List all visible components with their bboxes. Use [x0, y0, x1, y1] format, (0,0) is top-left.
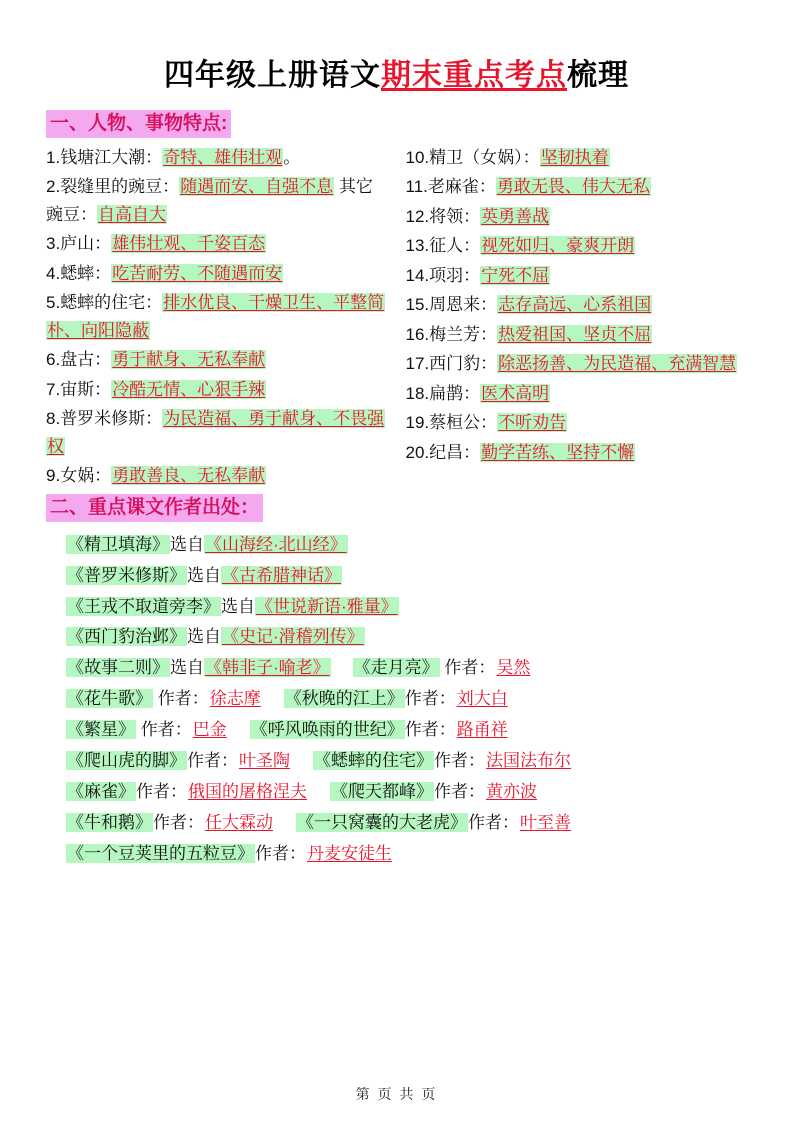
- label-text: 作者：: [136, 782, 187, 802]
- author-name: 法国法布尔: [486, 751, 571, 771]
- book-title: 《牛和鹅》: [67, 813, 152, 833]
- author-line: [46, 839, 747, 870]
- label-text: 选自: [187, 565, 221, 585]
- source-title: 《韩非子·喻老》: [205, 658, 330, 678]
- label-text: 选自: [170, 658, 204, 678]
- feature-entry: [46, 230, 388, 258]
- book-title: 《繁星》: [67, 720, 135, 740]
- feature-entry: [46, 346, 388, 374]
- entry-number: 12.: [405, 206, 430, 226]
- label-text: 作者：: [255, 844, 306, 864]
- feature-entry: [46, 260, 388, 288]
- entry-subject: 纪昌：: [429, 442, 481, 462]
- feature-entry: [406, 409, 748, 437]
- entry-number: 11.: [405, 177, 428, 197]
- book-title: 《一只窝囊的大老虎》: [297, 813, 467, 833]
- label-text: 作者：: [404, 720, 456, 740]
- entry-subject: 蟋蟀：: [60, 263, 112, 283]
- author-line: [46, 777, 747, 808]
- feature-entry: [406, 203, 748, 231]
- author-line: [46, 592, 747, 623]
- source-title: 《山海经·北山经》: [205, 534, 347, 554]
- entry-number: 4.: [46, 263, 61, 283]
- book-title: 《普罗米修斯》: [67, 565, 186, 585]
- label-text: 作者：: [439, 658, 496, 678]
- feature-entry: [406, 232, 748, 260]
- book-title: 《故事二则》: [67, 658, 169, 678]
- entry-answer: 勤学苦练、坚持不懈: [481, 442, 635, 462]
- entry-number: 13.: [405, 236, 430, 256]
- entry-answer: 冷酷无情、心狠手辣: [112, 379, 266, 399]
- entry-subject: 周恩来：: [429, 295, 498, 315]
- book-title: 《一个豆荚里的五粒豆》: [67, 844, 254, 864]
- entry-answer: 热爱祖国、坚贞不屈: [498, 324, 652, 344]
- author-line: [46, 530, 747, 561]
- book-title: 《西门豹治邺》: [67, 627, 186, 647]
- author-name: 丹麦安徒生: [307, 844, 392, 864]
- book-title: 《秋晚的江上》: [284, 689, 404, 709]
- entry-subject: 征人：: [429, 236, 481, 256]
- page-footer: 第 页 共 页: [355, 1086, 438, 1102]
- author-line: [46, 684, 747, 715]
- feature-entry: [406, 439, 748, 467]
- feature-entry: [46, 173, 388, 228]
- label-text: 作者：: [468, 813, 519, 833]
- entry-subject: 项羽：: [429, 265, 481, 285]
- entry-subject: 钱塘江大潮：: [60, 147, 163, 167]
- feature-entry: [406, 321, 748, 349]
- entry-answer: 奇特、雄伟壮观: [163, 147, 283, 167]
- label-text: 作者：: [153, 813, 204, 833]
- entry-number: 16.: [405, 324, 430, 344]
- entry-subject: 西门豹：: [429, 354, 498, 374]
- author-name: 黄亦波: [486, 782, 537, 802]
- entry-answer: 除恶扬善、为民造福、充满智慧: [498, 354, 737, 374]
- source-title: 《世说新语·雅量》: [256, 596, 398, 616]
- feature-entry: [406, 380, 748, 408]
- entry-number: 3.: [46, 234, 61, 254]
- feature-entry: [46, 405, 388, 460]
- two-column-layout: [46, 144, 747, 492]
- entry-number: 8.: [46, 409, 61, 429]
- author-name: 巴金: [192, 720, 227, 740]
- entry-answer: 视死如归、豪爽开朗: [481, 236, 635, 256]
- entry-answer: 志存高远、心系祖国: [498, 295, 652, 315]
- entry-subject: 将领：: [429, 206, 481, 226]
- author-name: 任大霖动: [205, 813, 273, 833]
- author-name: 徐志摩: [209, 689, 261, 709]
- source-title: 《古希腊神话》: [222, 565, 341, 585]
- entry-subject-secondary: 其它豌豆：: [46, 177, 373, 224]
- label-text: 作者：: [136, 720, 192, 740]
- feature-entry: [406, 350, 748, 378]
- author-name: 叶圣陶: [239, 751, 290, 771]
- entry-answer: 为民造福、勇于献身、不畏强权: [47, 409, 385, 456]
- author-name: 路甬祥: [456, 720, 508, 740]
- book-title: 《走月亮》: [353, 658, 439, 678]
- entry-number: 14.: [405, 265, 430, 285]
- author-line: [46, 561, 747, 592]
- entry-answer: 勇敢无畏、伟大无私: [496, 177, 650, 197]
- entry-subject: 蔡桓公：: [429, 413, 498, 433]
- entry-answer: 宁死不屈: [481, 265, 550, 285]
- label-text: 选自: [187, 627, 221, 647]
- author-line: [46, 653, 747, 684]
- page-title: [46, 50, 747, 94]
- book-title: 《麻雀》: [67, 782, 135, 802]
- entry-answer: 雄伟壮观、千姿百态: [112, 234, 266, 254]
- label-text: 作者：: [434, 782, 485, 802]
- book-title: 《精卫填海》: [67, 534, 169, 554]
- entry-number: 17.: [405, 354, 430, 374]
- label-text: 作者：: [187, 751, 238, 771]
- entry-number: 7.: [46, 379, 61, 399]
- book-title: 《呼风唤雨的世纪》: [250, 720, 404, 740]
- author-name: 吴然: [496, 658, 531, 678]
- feature-entry: [406, 173, 748, 201]
- entry-number: 2.: [46, 177, 61, 197]
- label-text: 作者：: [404, 689, 456, 709]
- label-text: 作者：: [434, 751, 485, 771]
- author-line: [46, 808, 747, 839]
- feature-entry: [406, 144, 748, 172]
- entry-number: 19.: [405, 413, 430, 433]
- author-name: 叶至善: [520, 813, 571, 833]
- book-title: 《爬山虎的脚》: [67, 751, 186, 771]
- entry-answer: 吃苦耐劳、不随遇而安: [112, 263, 283, 283]
- entry-subject: 普罗米修斯：: [60, 409, 163, 429]
- feature-entry: [46, 144, 388, 172]
- feature-entry: [46, 462, 388, 490]
- entry-answer: 排水优良、干燥卫生、平整简朴、向阳隐蔽: [47, 293, 385, 340]
- title-highlight: 期末重点考点: [381, 59, 567, 92]
- entry-subject: 老麻雀：: [427, 177, 496, 197]
- entry-number: 18.: [405, 383, 430, 403]
- book-title: 《王戎不取道旁李》: [67, 596, 220, 616]
- entry-subject: 扁鹊：: [429, 383, 481, 403]
- author-line: [46, 746, 747, 777]
- entry-subject: 盘古：: [60, 350, 112, 370]
- feature-entry: [46, 289, 388, 344]
- entry-punctuation: 。: [283, 147, 301, 167]
- entry-subject: 蟋蟀的住宅：: [60, 293, 163, 313]
- entry-answer: 勇敢善良、无私奉献: [112, 466, 266, 486]
- section-1-heading: 一、人物、事物特点:: [46, 110, 231, 138]
- entry-subject: 精卫（女娲）：: [429, 147, 540, 167]
- title-prefix: 四年级上册语文: [164, 59, 381, 92]
- entry-subject: 裂缝里的豌豆：: [60, 177, 180, 197]
- feature-entry: [406, 262, 748, 290]
- book-title: 《花牛歌》: [67, 689, 152, 709]
- entry-answer: 坚韧执着: [540, 147, 609, 167]
- entry-subject: 庐山：: [60, 234, 112, 254]
- section-1-right-column: [406, 144, 748, 469]
- feature-entry: [46, 376, 388, 404]
- source-title: 《史记·滑稽列传》: [222, 627, 364, 647]
- entry-number: 20.: [405, 442, 430, 462]
- label-text: 选自: [221, 596, 255, 616]
- author-name: 刘大白: [456, 689, 508, 709]
- section-2-author-list: [46, 530, 747, 870]
- section-1-left-column: [46, 144, 388, 492]
- book-title: 《爬天都峰》: [331, 782, 433, 802]
- entry-number: 15.: [405, 295, 430, 315]
- entry-subject: 梅兰芳：: [429, 324, 498, 344]
- entry-answer: 医术高明: [481, 383, 550, 403]
- author-line: [46, 622, 747, 653]
- author-name: 俄国的屠格涅夫: [188, 782, 307, 802]
- entry-answer: 随遇而安、自强不息: [180, 177, 334, 197]
- entry-number: 9.: [46, 466, 61, 486]
- feature-entry: [406, 291, 748, 319]
- entry-subject: 宙斯：: [60, 379, 112, 399]
- label-text: 选自: [170, 534, 204, 554]
- entry-answer-secondary: 自高自大: [98, 204, 166, 224]
- entry-answer: 勇于献身、无私奉献: [112, 350, 266, 370]
- title-suffix: 梳理: [567, 59, 629, 92]
- book-title: 《蟋蟀的住宅》: [314, 751, 433, 771]
- entry-answer: 英勇善战: [481, 206, 550, 226]
- label-text: 作者：: [153, 689, 209, 709]
- entry-subject: 女娲：: [60, 466, 112, 486]
- entry-number: 6.: [46, 350, 61, 370]
- entry-number: 5.: [46, 293, 61, 313]
- entry-number: 10.: [405, 147, 430, 167]
- author-line: [46, 715, 747, 746]
- section-2-heading: 二、重点课文作者出处：: [46, 494, 263, 522]
- entry-answer: 不听劝告: [498, 413, 567, 433]
- entry-number: 1.: [46, 147, 61, 167]
